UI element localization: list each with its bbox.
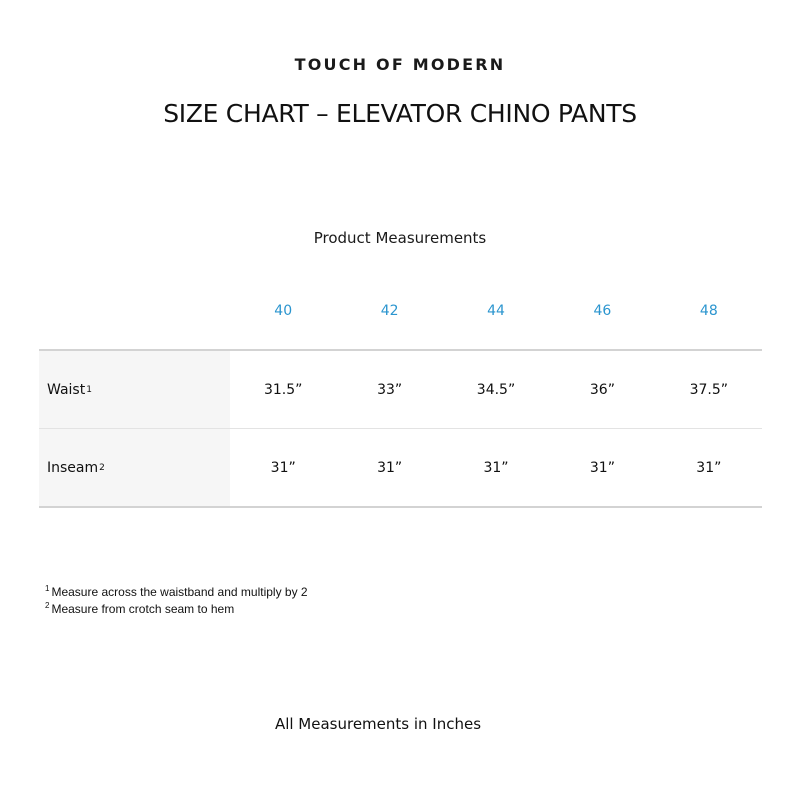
size-header-cell: 44 (487, 303, 505, 319)
footnote-text: Measure from crotch seam to hem (51, 602, 235, 616)
footnote-marker: 1 (45, 584, 50, 593)
footnote (45, 599, 308, 616)
footnote-marker: 2 (45, 601, 50, 610)
size-chart-table (39, 349, 762, 508)
table-cell: 34.5” (476, 381, 516, 398)
table-row-waist (39, 351, 762, 428)
row-values (230, 351, 762, 428)
table-row-inseam (39, 428, 762, 506)
footnotes (45, 582, 308, 616)
table-caption: Product Measurements (313, 229, 487, 247)
footnote-text: Measure across the waistband and multiply by 2 (51, 585, 308, 599)
row-label-text: Inseam (47, 459, 99, 476)
row-label (39, 429, 230, 506)
size-header-cell: 48 (699, 303, 718, 319)
footnote-marker: 1 (86, 384, 92, 395)
table-cell: 37.5” (689, 381, 729, 398)
table-cell: 31” (589, 459, 615, 476)
size-header-cell: 42 (380, 303, 399, 319)
row-label-text: Waist (47, 381, 86, 398)
table-cell: 33” (377, 381, 403, 398)
table-cell: 31.5” (263, 381, 303, 398)
size-header-cell: 46 (593, 303, 612, 319)
page-title: SIZE CHART – ELEVATOR CHINO PANTS (163, 99, 637, 128)
table-cell: 31” (377, 459, 403, 476)
footnote-marker: 2 (99, 462, 105, 473)
row-values (230, 429, 762, 506)
size-header-row (230, 303, 762, 323)
brand-logo: TOUCH OF MODERN (294, 55, 506, 74)
footnote (45, 582, 308, 599)
table-cell: 31” (270, 459, 296, 476)
units-note: All Measurements in Inches (274, 715, 482, 733)
table-cell: 31” (483, 459, 509, 476)
table-cell: 31” (696, 459, 722, 476)
table-cell: 36” (589, 381, 615, 398)
row-label (39, 351, 230, 428)
size-header-cell: 40 (274, 303, 293, 319)
